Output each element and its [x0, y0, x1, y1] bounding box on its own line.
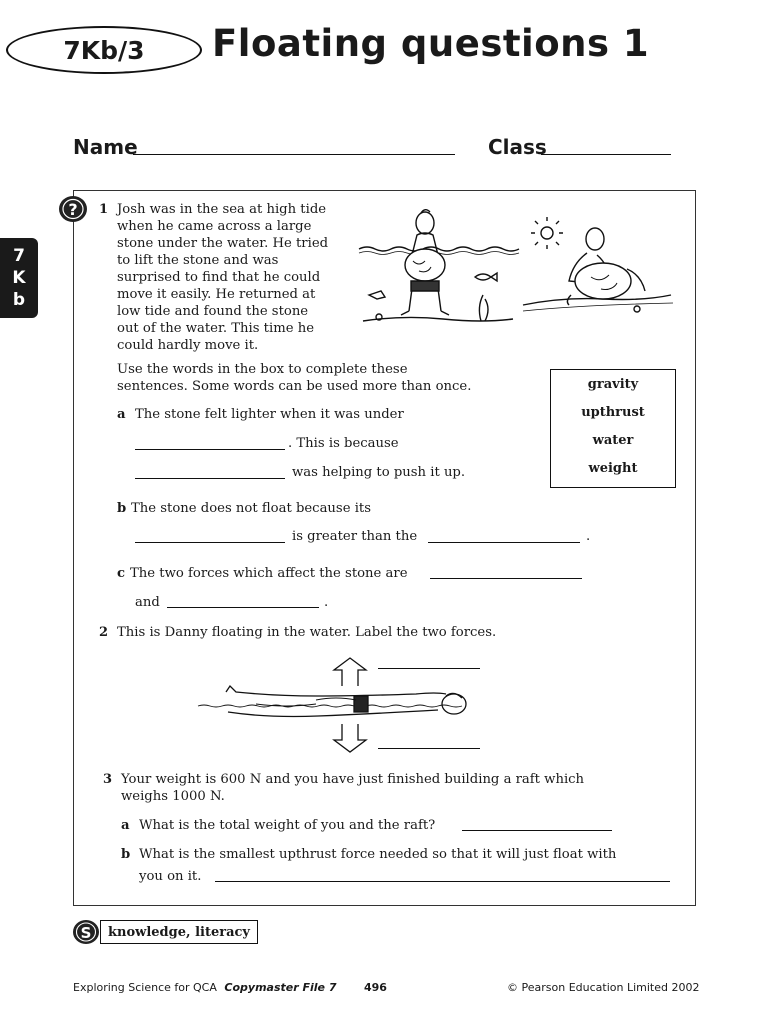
q1-intro-line: could hardly move it. — [117, 338, 259, 353]
q1-intro-line: to lift the stone and was — [117, 253, 279, 268]
question-mark-badge-icon — [58, 195, 88, 223]
q1b-letter: b — [117, 501, 127, 516]
q3b-letter: b — [121, 847, 131, 862]
floating-person-diagram — [196, 656, 486, 758]
side-tab-line: 7 — [13, 246, 25, 266]
upthrust-label-line[interactable] — [378, 668, 480, 669]
q1-instruction-line: sentences. Some words can be used more than once. — [117, 379, 472, 394]
q1a-letter: a — [117, 407, 126, 422]
josh-stone-illustration — [355, 205, 675, 327]
q1c-end: . — [324, 595, 329, 610]
question-mark-glyph: ? — [68, 200, 78, 219]
q1a-text2: . This is because — [288, 436, 399, 451]
weight-label-line[interactable] — [378, 748, 480, 749]
q1-instruction-line: Use the words in the box to complete these — [117, 362, 408, 377]
q2-number: 2 — [99, 625, 109, 640]
word-box-item: water — [592, 433, 634, 448]
q3b-text2: you on it. — [139, 869, 202, 884]
q3b-answer-line[interactable] — [215, 881, 670, 882]
q1-intro-line: out of the water. This time he — [117, 321, 314, 336]
q1c-letter: c — [117, 566, 126, 581]
q1-intro-line: when he came across a large — [117, 219, 312, 234]
q1c-text: The two forces which affect the stone are — [130, 566, 408, 581]
q1c-answer-line-2[interactable] — [167, 607, 319, 608]
footer-left — [73, 981, 336, 994]
q3a-letter: a — [121, 818, 130, 833]
skills-box: knowledge, literacy — [100, 920, 258, 944]
q1a-answer-line-2[interactable] — [135, 478, 285, 479]
word-box-item: upthrust — [581, 405, 645, 420]
side-tab — [0, 238, 38, 318]
side-tab-line: K — [12, 268, 26, 288]
q1b-answer-line-2[interactable] — [428, 542, 580, 543]
q3-intro-line: weighs 1000 N. — [121, 789, 225, 804]
word-box — [550, 369, 676, 488]
q3-intro-line: Your weight is 600 N and you have just finished building a raft which — [121, 772, 585, 787]
footer-copyright: © Pearson Education Limited 2002 — [507, 981, 700, 994]
word-box-item: gravity — [587, 377, 639, 392]
page-title: Floating questions 1 — [212, 22, 650, 65]
q1-intro-line: stone under the water. He tried — [117, 236, 329, 251]
q1c-and: and — [135, 595, 160, 610]
q2-text: This is Danny floating in the water. Label the two forces. — [117, 625, 497, 640]
q1b-text: The stone does not float because its — [131, 501, 371, 516]
q1-intro-line: surprised to find that he could — [117, 270, 321, 285]
q1-intro-line: low tide and found the stone — [117, 304, 309, 319]
q3a-answer-line[interactable] — [462, 830, 612, 831]
q1b-text2: is greater than the — [292, 529, 418, 544]
q1a-answer-line-1[interactable] — [135, 449, 285, 450]
q3a-text: What is the total weight of you and the raft? — [139, 818, 436, 833]
q1c-answer-line-1[interactable] — [430, 578, 582, 579]
q1-intro-line: move it easily. He returned at — [117, 287, 316, 302]
q3-number: 3 — [103, 772, 113, 787]
q1-number: 1 — [99, 202, 109, 217]
side-tab-line: b — [12, 290, 26, 310]
q3b-text: What is the smallest upthrust force needed so that it will just float with — [139, 847, 617, 862]
class-label: Class — [488, 135, 547, 159]
footer-page-number: 496 — [364, 981, 387, 994]
footer-copymaster: Copymaster File 7 — [224, 981, 337, 994]
s-badge-glyph: S — [80, 924, 92, 942]
q1a-text: The stone felt lighter when it was under — [135, 407, 404, 422]
q1b-text3: . — [586, 529, 591, 544]
word-box-item: weight — [588, 461, 638, 476]
name-field[interactable] — [133, 154, 455, 155]
class-field[interactable] — [541, 154, 671, 155]
s-badge-icon — [72, 919, 100, 945]
q1a-text3: was helping to push it up. — [292, 465, 466, 480]
worksheet-code: 7Kb/3 — [6, 26, 202, 74]
name-label: Name — [73, 135, 138, 159]
q1b-answer-line-1[interactable] — [135, 542, 285, 543]
q1-intro-line: Josh was in the sea at high tide — [117, 202, 327, 217]
footer-series: Exploring Science for QCA — [73, 981, 217, 994]
